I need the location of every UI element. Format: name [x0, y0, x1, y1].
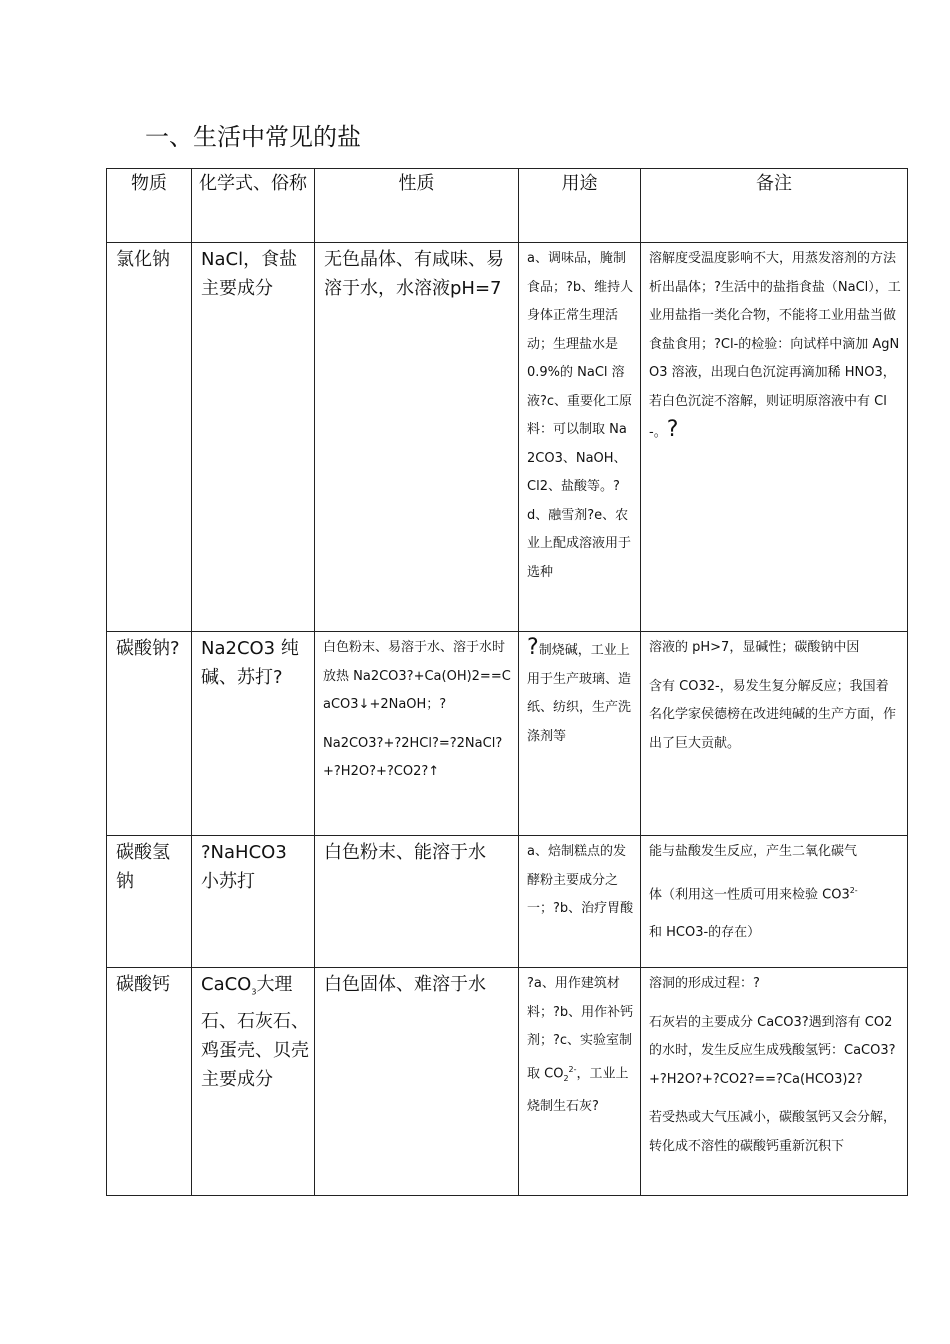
usage-lead: ? [527, 635, 539, 660]
note-paragraph: 若受热或大气压减小，碳酸氢钙又会分解，转化成不溶性的碳酸钙重新沉积下 [649, 1110, 897, 1154]
cell-property: 无色晶体、有咸味、易溶于水，水溶液pH=7 [315, 243, 519, 632]
cell-note [641, 243, 908, 632]
note-tail: ? [666, 417, 679, 442]
note-paragraph: 和 HCO3-的存在） [649, 925, 761, 941]
salt-table [106, 168, 908, 1196]
cell-usage: a、焙制糕点的发酵粉主要成分之一；?b、治疗胃酸 [519, 836, 641, 968]
note-text: 溶解度受温度影响不大，用蒸发溶剂的方法析出晶体；?生活中的盐指食盐（NaCl），工业用盐指一类化合物，不能将工业用盐当做食盐食用；?Cl-的检验：向试样中滴加 AgNO3 溶液，出现白色沉淀再滴加稀 HNO3，若白色沉淀不溶解，则证明原溶液中有 Cl-。 [649, 251, 901, 440]
table-row [107, 968, 908, 1196]
cell-formula: Na2CO3 纯碱、苏打? [192, 632, 315, 836]
note-paragraph: 溶液的 pH>7，显碱性；碳酸钠中因 [649, 640, 860, 655]
superscript: 2- [849, 885, 858, 895]
table-header-row [107, 169, 908, 243]
table-row [107, 632, 908, 836]
cell-usage: a、调味品，腌制食品；?b、维持人身体正常生理活动；生理盐水是 0.9%的 NaCl 溶液?c、重要化工原料：可以制取 Na2CO3、NaOH、Cl2、盐酸等。?d、融雪剂?e、农业上配成溶液用于选种 [519, 243, 641, 632]
header-usage: 用途 [519, 169, 641, 243]
note-paragraph: 石灰岩的主要成分 CaCO3?遇到溶有 CO2 的水时，发生反应生成残酸氢钙：CaCO3?+?H2O?+?CO2?==?Ca(HCO3)2? [649, 1014, 896, 1087]
usage-text: ?a、用作建筑材料；?b、用作补钙剂；?c、实验室制取 CO [527, 976, 634, 1081]
cell-formula: NaCl，食盐主要成分 [192, 243, 315, 632]
header-note: 备注 [641, 169, 908, 243]
formula-text: CaCO [201, 974, 252, 995]
header-substance: 物质 [107, 169, 192, 243]
note-paragraph [649, 877, 901, 910]
cell-substance: 碳酸钠? [107, 632, 192, 836]
cell-substance: 碳酸钙 [107, 968, 192, 1196]
cell-substance: 碳酸氢钠 [107, 836, 192, 968]
cell-note [641, 836, 908, 968]
cell-property: 白色粉末、能溶于水 [315, 836, 519, 968]
superscript: 2- [568, 1064, 577, 1074]
usage-text: ，工业上烧制生石灰? [527, 1065, 629, 1114]
page-title: 一、生活中常见的盐 [145, 123, 361, 151]
cell-formula: ?NaHCO3 小苏打 [192, 836, 315, 968]
subscript: 2 [563, 1073, 569, 1083]
subscript: 3 [251, 987, 257, 997]
note-paragraph: 能与盐酸发生反应，产生二氧化碳气 [649, 844, 858, 859]
cell-property: 白色固体、难溶于水 [315, 968, 519, 1196]
cell-property [315, 632, 519, 836]
cell-note [641, 968, 908, 1196]
usage-text: 制烧碱，工业上用于生产玻璃、造纸、纺织，生产洗涤剂等 [527, 643, 632, 744]
note-paragraph: 含有 CO32-，易发生复分解反应；我国着名化学家侯德榜在改进纯碱的生产方面，作出了巨大贡献。 [649, 678, 897, 751]
note-paragraph: 溶洞的形成过程：? [649, 976, 760, 991]
header-formula: 化学式、俗称 [192, 169, 315, 243]
cell-note [641, 632, 908, 836]
header-property: 性质 [315, 169, 519, 243]
cell-usage [519, 968, 641, 1196]
property-paragraph: Na2CO3?+?2HCl?=?2NaCl?+?H2O?+?CO2?↑ [323, 735, 503, 779]
cell-usage [519, 632, 641, 836]
table-row [107, 836, 908, 968]
cell-formula [192, 968, 315, 1196]
note-text: 体（利用这一性质可用来检验 CO3 [649, 886, 850, 902]
property-paragraph: 白色粉末、易溶于水、溶于水时放热 Na2CO3?+Ca(OH)2==CaCO3↓+2NaOH；? [323, 640, 511, 712]
formula-text: 大理石、石灰石、鸡蛋壳、贝壳主要成分 [201, 974, 309, 1090]
cell-substance: 氯化钠 [107, 243, 192, 632]
table-row [107, 243, 908, 632]
